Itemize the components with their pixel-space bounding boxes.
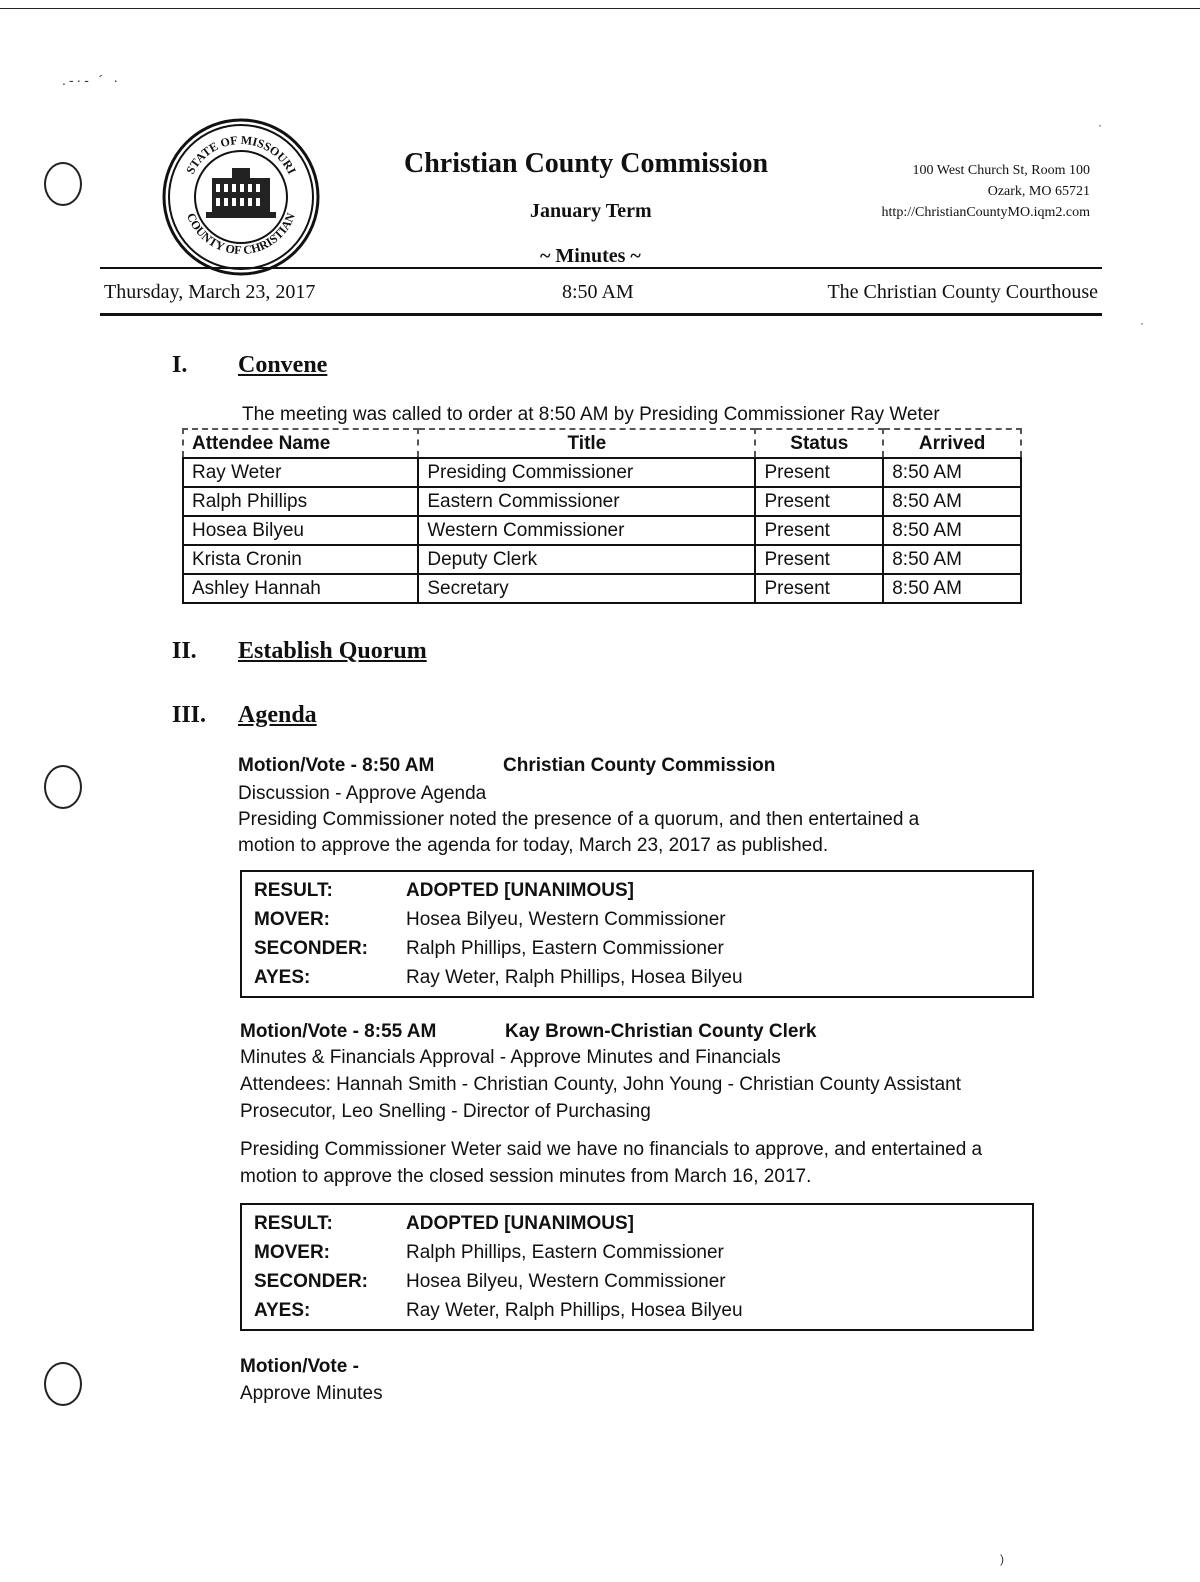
motion-discussion: Minutes & Financials Approval - Approve Minutes and Financials bbox=[240, 1047, 781, 1068]
motion-text-line: motion to approve the agenda for today, March 23, 2017 as published. bbox=[238, 835, 829, 856]
attendee-title: Presiding Commissioner bbox=[418, 458, 755, 487]
vote-mover: Hosea Bilyeu, Western Commissioner bbox=[406, 908, 726, 930]
section-title-quorum: Establish Quorum bbox=[238, 638, 427, 664]
svg-text:STATE OF MISSOURI: STATE OF MISSOURI bbox=[183, 132, 299, 177]
attendee-name: Krista Cronin bbox=[183, 545, 418, 574]
attendee-status: Present bbox=[755, 516, 883, 545]
attendee-status: Present bbox=[755, 545, 883, 574]
vote-label: AYES: bbox=[254, 1299, 311, 1321]
attendee-name: Ray Weter bbox=[183, 458, 418, 487]
address-line-2: Ozark, MO 65721 bbox=[987, 184, 1090, 199]
vote-row-seconder bbox=[242, 1267, 1032, 1296]
vote-label: MOVER: bbox=[254, 1241, 330, 1263]
meeting-location: The Christian County Courthouse bbox=[827, 281, 1098, 303]
vote-result: ADOPTED [UNANIMOUS] bbox=[406, 1212, 634, 1234]
commission-title: Christian County Commission bbox=[404, 148, 769, 179]
column-header: Attendee Name bbox=[183, 429, 418, 458]
section-title-agenda: Agenda bbox=[238, 702, 317, 728]
vote-seconder: Hosea Bilyeu, Western Commissioner bbox=[406, 1270, 726, 1292]
vote-result-box bbox=[240, 870, 1034, 998]
vote-seconder: Ralph Phillips, Eastern Commissioner bbox=[406, 937, 724, 959]
vote-row-result bbox=[242, 1209, 1032, 1238]
header-rule bbox=[100, 313, 1102, 316]
vote-label: RESULT: bbox=[254, 1212, 333, 1234]
punch-hole-icon bbox=[44, 1362, 82, 1406]
vote-row-seconder bbox=[242, 934, 1032, 963]
motion-heading: Motion/Vote - 8:55 AM bbox=[240, 1021, 437, 1042]
punch-hole-icon bbox=[44, 765, 82, 809]
attendee-title: Secretary bbox=[418, 574, 755, 603]
motion-text-line: Presiding Commissioner noted the presence of a quorum, and then entertained a bbox=[238, 809, 920, 830]
vote-ayes: Ray Weter, Ralph Phillips, Hosea Bilyeu bbox=[406, 1299, 743, 1321]
attendee-name: Ralph Phillips bbox=[183, 487, 418, 516]
minutes-label: ~ Minutes ~ bbox=[540, 245, 641, 267]
attendee-status: Present bbox=[755, 574, 883, 603]
meeting-date: Thursday, March 23, 2017 bbox=[104, 281, 316, 303]
vote-label: RESULT: bbox=[254, 879, 333, 901]
vote-result-box bbox=[240, 1203, 1034, 1331]
motion-discussion: Approve Minutes bbox=[240, 1383, 383, 1404]
column-header: Status bbox=[755, 429, 883, 458]
vote-result: ADOPTED [UNANIMOUS] bbox=[406, 879, 634, 901]
section-number: III. bbox=[172, 702, 207, 728]
table-row bbox=[183, 516, 1021, 545]
motion-party: Kay Brown-Christian County Clerk bbox=[505, 1021, 817, 1042]
attendee-title: Deputy Clerk bbox=[418, 545, 755, 574]
column-header: Arrived bbox=[883, 429, 1021, 458]
section-title-convene: Convene bbox=[238, 352, 328, 378]
column-header: Title bbox=[418, 429, 755, 458]
vote-row-ayes bbox=[242, 1296, 1032, 1325]
attendee-arrived: 8:50 AM bbox=[883, 458, 1021, 487]
svg-text:COUNTY OF CHRISTIAN: COUNTY OF CHRISTIAN bbox=[184, 210, 298, 258]
table-row bbox=[183, 487, 1021, 516]
vote-label: MOVER: bbox=[254, 908, 330, 930]
website-link[interactable]: http://ChristianCountyMO.iqm2.com bbox=[881, 205, 1090, 220]
vote-row-mover bbox=[242, 1238, 1032, 1267]
attendee-name: Ashley Hannah bbox=[183, 574, 418, 603]
attendee-name: Hosea Bilyeu bbox=[183, 516, 418, 545]
scan-speck: · bbox=[1098, 118, 1102, 132]
motion-heading: Motion/Vote - bbox=[240, 1356, 359, 1377]
attendee-status: Present bbox=[755, 458, 883, 487]
vote-label: SECONDER: bbox=[254, 1270, 369, 1292]
motion-discussion: Discussion - Approve Agenda bbox=[238, 783, 487, 804]
section-number: II. bbox=[172, 638, 197, 664]
table-row bbox=[183, 574, 1021, 603]
table-header-row bbox=[183, 429, 1021, 458]
attendee-arrived: 8:50 AM bbox=[883, 574, 1021, 603]
motion-text-line: Presiding Commissioner Weter said we have no financials to approve, and entertained a bbox=[240, 1139, 983, 1160]
header-rule bbox=[100, 267, 1102, 269]
motion-party: Christian County Commission bbox=[503, 755, 776, 776]
meeting-time: 8:50 AM bbox=[562, 281, 634, 303]
attendee-arrived: 8:50 AM bbox=[883, 545, 1021, 574]
attendee-status: Present bbox=[755, 487, 883, 516]
convene-intro: The meeting was called to order at 8:50 AM by Presiding Commissioner Ray Weter bbox=[242, 404, 940, 425]
handwritten-marks: .-·- ´ · bbox=[62, 72, 121, 88]
attendee-arrived: 8:50 AM bbox=[883, 516, 1021, 545]
table-row bbox=[183, 458, 1021, 487]
attendee-arrived: 8:50 AM bbox=[883, 487, 1021, 516]
vote-label: SECONDER: bbox=[254, 937, 369, 959]
motion-heading: Motion/Vote - 8:50 AM bbox=[238, 755, 435, 776]
motion-attendees-line: Prosecutor, Leo Snelling - Director of Purchasing bbox=[240, 1101, 651, 1122]
motion-text-line: motion to approve the closed session minutes from March 16, 2017. bbox=[240, 1166, 812, 1187]
attendee-title: Eastern Commissioner bbox=[418, 487, 755, 516]
motion-attendees-line: Attendees: Hannah Smith - Christian County, John Young - Christian County Assistant bbox=[240, 1074, 961, 1095]
address-line-1: 100 West Church St, Room 100 bbox=[912, 163, 1090, 178]
scan-top-edge bbox=[0, 8, 1200, 9]
scan-speck: · bbox=[1140, 316, 1144, 330]
term-label: January Term bbox=[530, 200, 652, 222]
vote-ayes: Ray Weter, Ralph Phillips, Hosea Bilyeu bbox=[406, 966, 743, 988]
punch-hole-icon bbox=[44, 162, 82, 206]
county-seal-icon bbox=[162, 118, 320, 276]
vote-row-ayes bbox=[242, 963, 1032, 992]
vote-label: AYES: bbox=[254, 966, 311, 988]
vote-row-mover bbox=[242, 905, 1032, 934]
scan-speck: ) bbox=[1000, 1552, 1004, 1566]
section-number: I. bbox=[172, 352, 188, 378]
table-row bbox=[183, 545, 1021, 574]
address-block bbox=[882, 160, 1090, 223]
attendee-table bbox=[182, 428, 1022, 604]
vote-row-result bbox=[242, 876, 1032, 905]
vote-mover: Ralph Phillips, Eastern Commissioner bbox=[406, 1241, 724, 1263]
attendee-title: Western Commissioner bbox=[418, 516, 755, 545]
